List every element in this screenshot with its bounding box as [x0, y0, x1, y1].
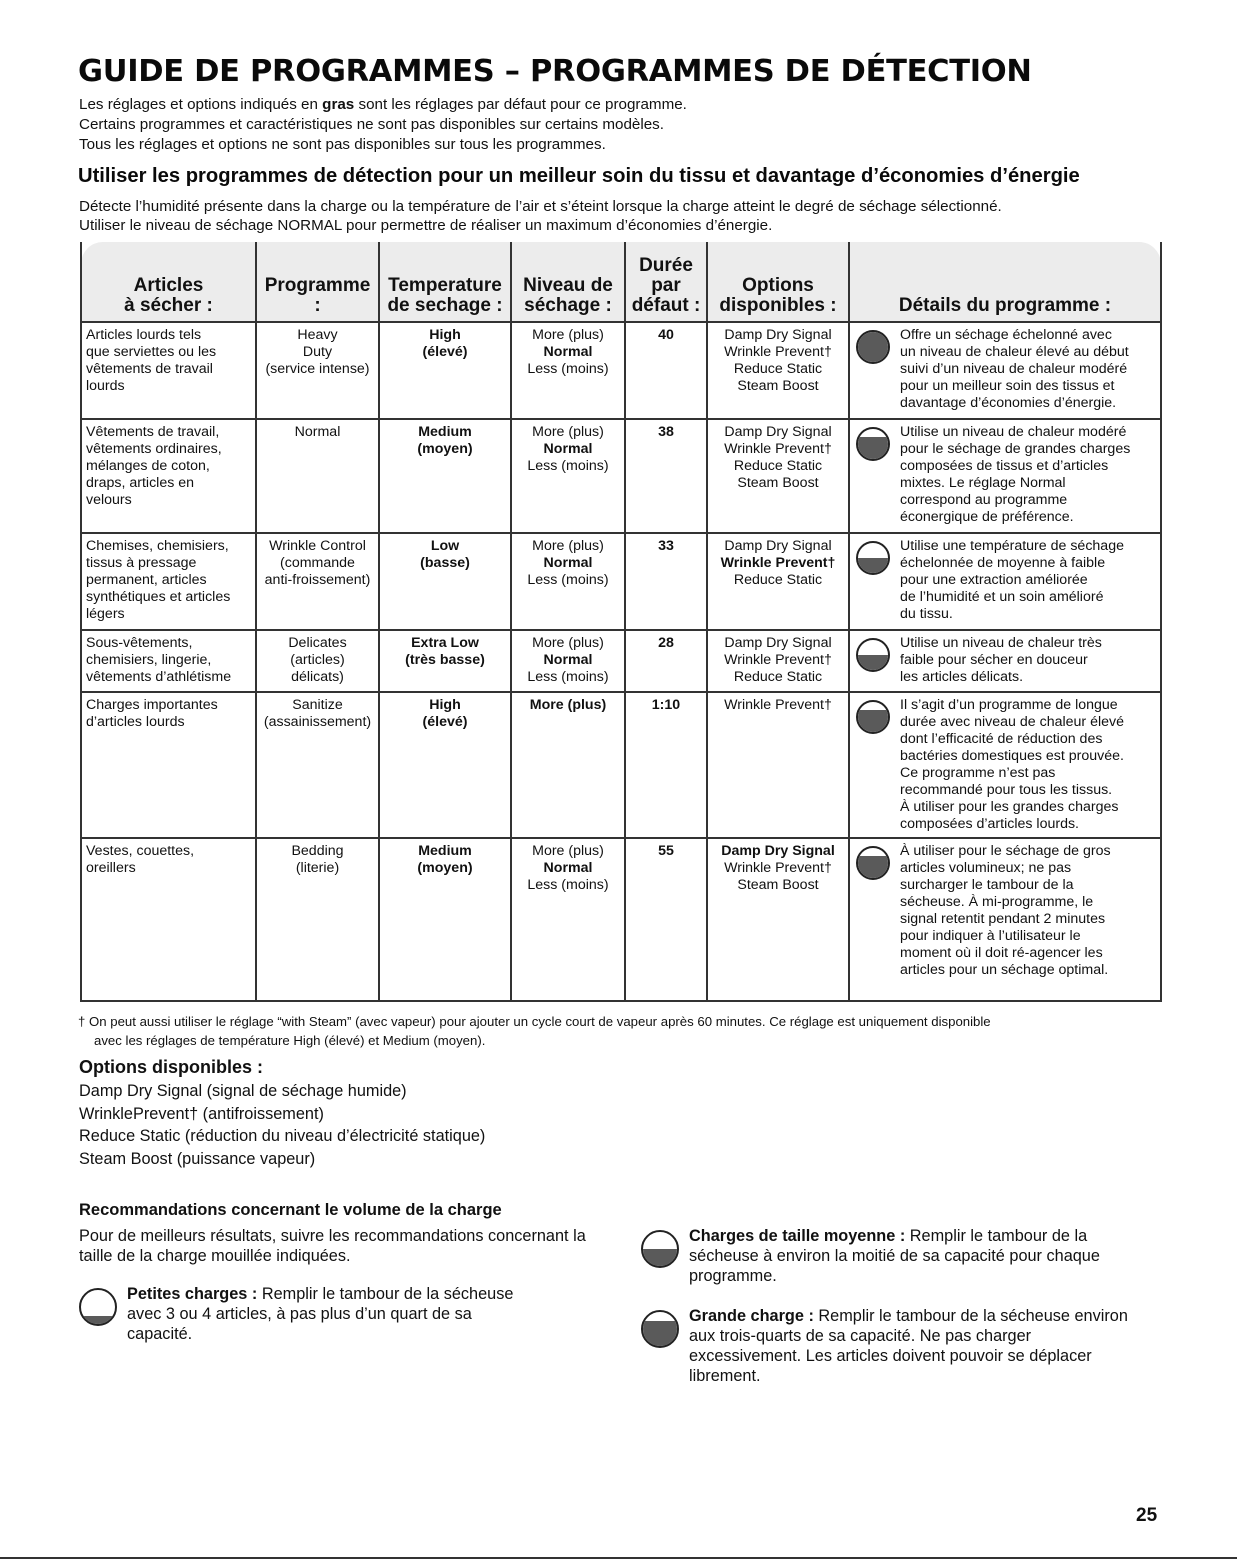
level-option: Normal — [543, 652, 593, 668]
intro-line-1-post: sont les réglages par défaut pour ce programme. — [354, 96, 687, 113]
level-option: Less (moins) — [527, 458, 609, 474]
intro-line-1-pre: Les réglages et options indiqués en — [79, 96, 323, 113]
cell-details — [849, 533, 1161, 630]
available-option: Damp Dry Signal — [724, 327, 832, 343]
cell-items: Articles lourds tels que serviettes ou les vêtements de travail lourds — [81, 322, 256, 419]
load-size-icon — [856, 638, 890, 672]
available-option: Wrinkle Prevent† — [724, 697, 832, 713]
load-size-icon — [856, 846, 890, 880]
details-text: Il s’agit d’un programme de longue durée avec niveau de chaleur élevé dont l’efficacité de réduction des bactéries domestiques est prouvée. Ce programme n’est pas recommandé pour tous les tissus. À utiliser pour les grandes charges composées d’articles lourds. — [900, 697, 1125, 832]
available-option: Wrinkle Prevent† — [720, 555, 836, 571]
medium-load-icon — [641, 1230, 679, 1268]
detect-line-1: Détecte l’humidité présente dans la charge ou la température de l’air et s’éteint lorsque la charge atteint le degré de séchage sélectionné. — [79, 198, 1002, 215]
header-level: Niveau de séchage : — [511, 242, 625, 322]
table-row — [81, 533, 1161, 630]
header-details: Détails du programme : — [849, 242, 1161, 322]
cell-time: 1:10 — [625, 692, 707, 838]
footnote — [78, 1012, 1168, 1050]
table-body — [81, 322, 1161, 1001]
cell-temperature: Low (basse) — [379, 533, 511, 630]
load-size-icon — [856, 330, 890, 364]
cell-details — [849, 419, 1161, 533]
level-option: More (plus) — [532, 538, 604, 554]
load-small-text — [127, 1284, 539, 1344]
cell-options — [707, 692, 849, 838]
load-large-text — [689, 1306, 1141, 1386]
intro-line-1 — [79, 95, 687, 115]
level-option: Less (moins) — [527, 361, 609, 377]
table-row — [81, 322, 1161, 419]
level-option: More (plus) — [532, 327, 604, 343]
footnote-line-1: † On peut aussi utiliser le réglage “with Steam” (avec vapeur) pour ajouter un cycle court de vapeur après 60 minutes. Ce réglage est uniquement disponible — [78, 1014, 991, 1029]
load-fill — [858, 437, 888, 460]
page-title: GUIDE DE PROGRAMMES – PROGRAMMES DE DÉTECTION — [78, 54, 1032, 89]
cell-level — [511, 630, 625, 692]
bottom-rule — [0, 1557, 1237, 1559]
cell-time: 38 — [625, 419, 707, 533]
load-fill — [858, 655, 888, 670]
cell-options — [707, 322, 849, 419]
available-option: Reduce Static — [733, 572, 823, 588]
load-fill — [858, 856, 888, 879]
load-size-icon — [856, 541, 890, 575]
footnote-line-2: avec les réglages de température High (élevé) et Medium (moyen). — [94, 1033, 486, 1048]
detection-description — [79, 197, 1002, 235]
cell-temperature: High (élevé) — [379, 322, 511, 419]
large-load-icon — [641, 1310, 679, 1348]
cell-program: Bedding (literie) — [256, 838, 379, 1001]
table-row — [81, 419, 1161, 533]
header-options: Options disponibles : — [707, 242, 849, 322]
available-option: Wrinkle Prevent† — [724, 344, 832, 360]
header-program: Programme : — [256, 242, 379, 322]
available-option: Wrinkle Prevent† — [724, 652, 832, 668]
intro-line-3: Tous les réglages et options ne sont pas disponibles sur tous les programmes. — [79, 136, 606, 153]
available-option: Reduce Static — [733, 361, 823, 377]
cell-level — [511, 419, 625, 533]
header-items: Articles à sécher : — [81, 242, 256, 322]
load-fill — [858, 710, 888, 733]
load-large — [641, 1306, 1141, 1386]
level-option: Less (moins) — [527, 572, 609, 588]
small-load-icon — [79, 1288, 117, 1326]
table-row — [81, 692, 1161, 838]
details-text: Utilise une température de séchage échelonnée de moyenne à faible pour une extraction améliorée de l’humidité et un soin amélioré du tissu. — [900, 538, 1124, 622]
level-option: Normal — [543, 555, 593, 571]
load-medium — [641, 1226, 1141, 1286]
cell-program: Delicates (articles) délicats) — [256, 630, 379, 692]
option-item: Damp Dry Signal (signal de séchage humide) — [79, 1082, 407, 1100]
level-option: Less (moins) — [527, 669, 609, 685]
cell-items: Vêtements de travail, vêtements ordinaires, mélanges de coton, draps, articles en velours — [81, 419, 256, 533]
available-option: Damp Dry Signal — [724, 635, 832, 651]
cell-temperature: Medium (moyen) — [379, 838, 511, 1001]
cell-details — [849, 630, 1161, 692]
table-row — [81, 630, 1161, 692]
load-small-label: Petites charges : — [127, 1285, 258, 1303]
details-text: Offre un séchage échelonné avec un niveau de chaleur élevé au début suivi d’un niveau de chaleur modéré pour un meilleur soin des tissus et davantage d’économies d’énergie. — [900, 327, 1129, 411]
load-fill — [643, 1321, 677, 1347]
level-option: Normal — [543, 441, 593, 457]
load-medium-desc: Remplir le tambour de la sécheuse à environ la moitié de sa capacité pour chaque programme. — [689, 1227, 1100, 1285]
load-large-desc: Remplir le tambour de la sécheuse environ aux trois-quarts de sa capacité. Ne pas charger excessivement. Les articles doivent pouvoir se déplacer librement. — [689, 1307, 1128, 1385]
available-option: Damp Dry Signal — [724, 538, 832, 554]
load-small-desc: Remplir le tambour de la sécheuse avec 3 ou 4 articles, à pas plus d’un quart de sa capacité. — [127, 1285, 514, 1343]
available-option: Steam Boost — [737, 475, 819, 491]
level-option: More (plus) — [532, 635, 604, 651]
intro-line-2: Certains programmes et caractéristiques ne sont pas disponibles sur certains modèles. — [79, 116, 664, 133]
load-fill — [81, 1316, 115, 1325]
cell-items: Charges importantes d’articles lourds — [81, 692, 256, 838]
details-text: Utilise un niveau de chaleur très faible pour sécher en douceur les articles délicats. — [900, 635, 1102, 685]
page-number: 25 — [1136, 1505, 1158, 1526]
recommendations-title: Recommandations concernant le volume de la charge — [79, 1201, 502, 1219]
level-option: More (plus) — [532, 424, 604, 440]
section-heading: Utiliser les programmes de détection pour un meilleur soin du tissu et davantage d’économies d’énergie — [78, 165, 1080, 187]
details-text: À utiliser pour le séchage de gros articles volumineux; ne pas surcharger le tambour de la sécheuse. À mi-programme, le signal retentit pendant 2 minutes pour indiquer à l’utilisateur le moment où il doit ré-agencer les articles pour un séchage optimal. — [900, 843, 1111, 978]
available-option: Reduce Static — [733, 458, 823, 474]
load-medium-label: Charges de taille moyenne : — [689, 1227, 906, 1245]
cell-level — [511, 533, 625, 630]
load-large-label: Grande charge : — [689, 1307, 814, 1325]
option-item: WrinklePrevent† (antifroissement) — [79, 1104, 324, 1123]
cell-program: Normal — [256, 419, 379, 533]
available-option: Steam Boost — [737, 378, 819, 394]
cell-items: Vestes, couettes, oreillers — [81, 838, 256, 1001]
cell-items: Sous-vêtements, chemisiers, lingerie, vêtements d’athlétisme — [81, 630, 256, 692]
option-item: Reduce Static (réduction du niveau d’électricité statique) — [79, 1127, 486, 1145]
cell-items: Chemises, chemisiers, tissus à pressage permanent, articles synthétiques et articles légers — [81, 533, 256, 630]
load-medium-text — [689, 1226, 1141, 1286]
cell-time: 40 — [625, 322, 707, 419]
level-option: More (plus) — [532, 843, 604, 859]
details-text: Utilise un niveau de chaleur modéré pour le séchage de grandes charges composées de tissus et d’articles mixtes. Le réglage Normal correspond au programme éconergique de préférence. — [900, 424, 1131, 525]
cell-options — [707, 419, 849, 533]
options-list — [79, 1080, 485, 1170]
cell-options — [707, 533, 849, 630]
available-option: Damp Dry Signal — [721, 843, 835, 859]
cell-temperature: Medium (moyen) — [379, 419, 511, 533]
cell-level — [511, 692, 625, 838]
level-option: More (plus) — [529, 697, 607, 713]
table-header-row — [81, 242, 1161, 322]
cell-details — [849, 322, 1161, 419]
cell-time: 28 — [625, 630, 707, 692]
detect-line-2: Utiliser le niveau de séchage NORMAL pour permettre de réaliser un maximum d’économies d’énergie. — [79, 217, 773, 234]
available-option: Wrinkle Prevent† — [724, 860, 832, 876]
header-time: Durée par défaut : — [625, 242, 707, 322]
cell-temperature: Extra Low (très basse) — [379, 630, 511, 692]
table-row — [81, 838, 1161, 1001]
cell-time: 33 — [625, 533, 707, 630]
cell-details — [849, 838, 1161, 1001]
options-title: Options disponibles : — [79, 1057, 263, 1077]
cell-time: 55 — [625, 838, 707, 1001]
cell-level — [511, 322, 625, 419]
cell-program: Sanitize (assainissement) — [256, 692, 379, 838]
load-size-icon — [856, 700, 890, 734]
recommendations-intro: Pour de meilleurs résultats, suivre les recommandations concernant la taille de la charge mouillée indiquées. — [79, 1227, 586, 1265]
program-table — [80, 242, 1162, 1002]
available-option: Steam Boost — [737, 877, 819, 893]
level-option: Normal — [543, 344, 593, 360]
intro-text — [79, 95, 687, 155]
available-option: Wrinkle Prevent† — [724, 441, 832, 457]
cell-level — [511, 838, 625, 1001]
load-size-icon — [856, 427, 890, 461]
header-temperature: Temperature de sechage : — [379, 242, 511, 322]
cell-temperature: High (élevé) — [379, 692, 511, 838]
load-fill — [858, 558, 888, 573]
level-option: Less (moins) — [527, 877, 609, 893]
available-option: Damp Dry Signal — [724, 424, 832, 440]
available-option: Reduce Static — [733, 669, 823, 685]
load-fill — [858, 332, 888, 362]
load-small — [79, 1284, 539, 1344]
level-option: Normal — [543, 860, 593, 876]
option-item: Steam Boost (puissance vapeur) — [79, 1149, 316, 1168]
cell-options — [707, 630, 849, 692]
cell-options — [707, 838, 849, 1001]
cell-program: Wrinkle Control (commande anti-froissement) — [256, 533, 379, 630]
cell-details — [849, 692, 1161, 838]
load-fill — [643, 1249, 677, 1266]
intro-bold-word: gras — [322, 96, 355, 113]
cell-program: Heavy Duty (service intense) — [256, 322, 379, 419]
